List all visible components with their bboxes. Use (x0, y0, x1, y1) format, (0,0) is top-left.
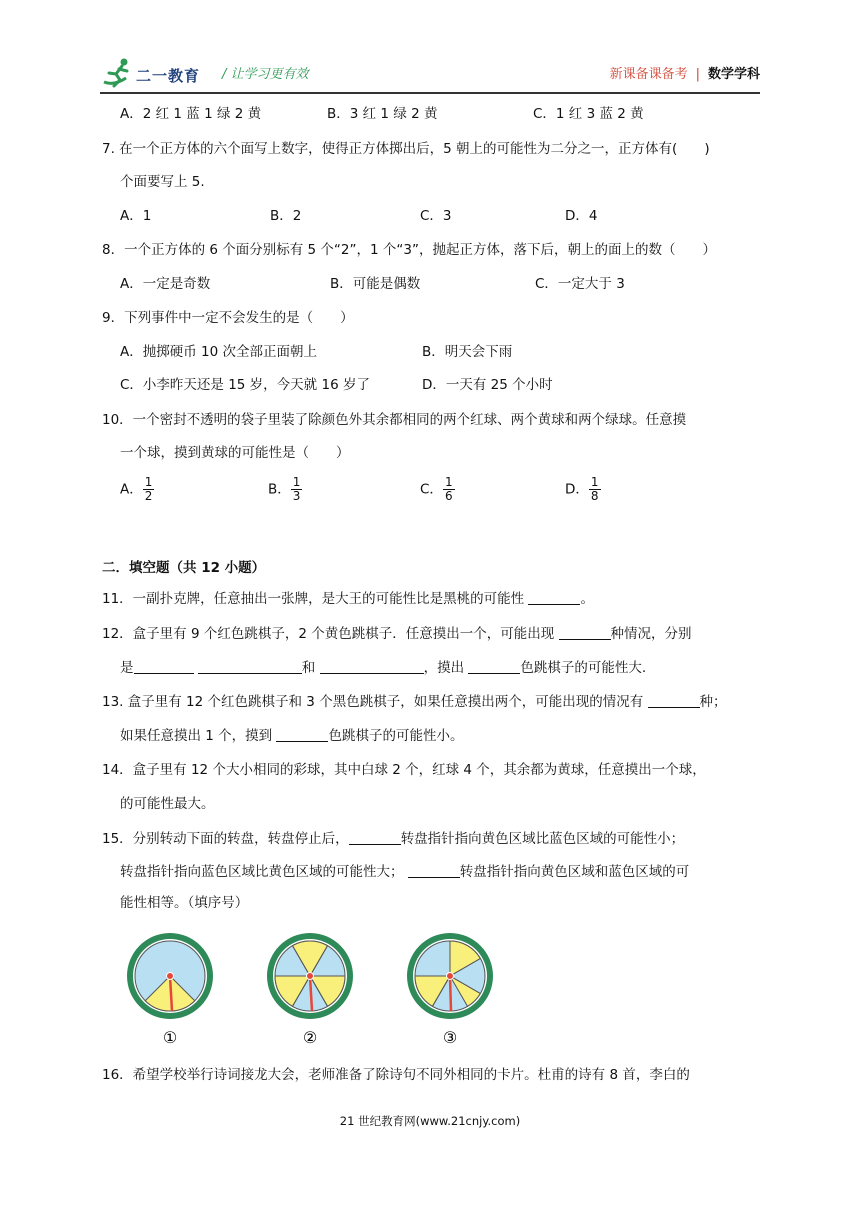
answer-blank (349, 830, 401, 845)
page-header (100, 56, 760, 96)
q7-option-b: B．2 (270, 208, 302, 224)
spinner-1 (127, 933, 213, 1019)
q16-text-line1: 16．希望学校举行诗词接龙大会，老师准备了除诗句不同外相同的卡片。杜甫的诗有 8 首，李白的 (102, 1067, 690, 1083)
fraction (143, 476, 155, 503)
runner-logo-icon (100, 56, 140, 90)
q7-option-d: D．4 (565, 208, 598, 224)
q11-text-b: 。 (580, 591, 594, 607)
q7-text-line1: 7. 在一个正方体的六个面写上数字，使得正方体掷出后，5 朝上的可能性为二分之一，正方体有( ) (102, 141, 710, 157)
q9-option-b: B．明天会下雨 (422, 344, 513, 360)
fraction-denominator: 6 (444, 489, 453, 503)
q12-text-d: 和 (301, 660, 316, 676)
q15-text-line3: 能性相等。（填序号） (120, 895, 249, 911)
header-red-text: 新课备课备考 (609, 67, 688, 82)
q7-option-c: C．3 (420, 208, 452, 224)
answer-blank (198, 659, 302, 674)
answer-blank (134, 659, 194, 674)
slogan-text: 让学习更有效 (230, 67, 309, 82)
q13-text-d: 色跳棋子的可能性小。 (328, 728, 464, 744)
q6-option-b: B．3 红 1 绿 2 黄 (327, 106, 438, 122)
header-separator: | (695, 67, 700, 82)
q13-text-b: 种； (699, 694, 727, 710)
answer-blank (648, 693, 700, 708)
q15-text-c: 转盘指针指向蓝色区域比黄色区域的可能性大； (120, 864, 404, 880)
q10-option-a (120, 476, 154, 503)
q10-text-line1: 10．一个密封不透明的袋子里装了除颜色外其余都相同的两个红球、两个黄球和两个绿球。任意摸 (102, 412, 687, 428)
q13-text-line1 (102, 692, 727, 712)
q15-text-b: 转盘指针指向黄色区域比蓝色区域的可能性小； (400, 831, 685, 847)
spinner-3 (407, 933, 493, 1019)
q15-text-line2 (120, 862, 689, 882)
q10-option-a-label: A． (120, 481, 143, 498)
answer-blank (408, 863, 460, 878)
answer-blank (528, 590, 580, 605)
fraction-numerator: 1 (444, 475, 453, 489)
q10-option-b (268, 476, 302, 503)
q9-option-d: D．一天有 25 个小时 (422, 377, 553, 393)
fraction-denominator: 2 (144, 489, 153, 503)
q12-text-line1 (102, 624, 692, 644)
q12-text-line2 (120, 658, 646, 678)
q8-option-a: A．一定是奇数 (120, 276, 211, 292)
q6-option-c: C．1 红 3 蓝 2 黄 (533, 106, 644, 122)
spinner-label-2: ② (302, 1028, 318, 1047)
q15-text-line1 (102, 829, 684, 849)
section-heading: 二．填空题（共 12 小题） (102, 560, 266, 576)
fraction (443, 476, 455, 503)
q10-option-d-label: D． (565, 481, 589, 498)
q7-option-a: A．1 (120, 208, 152, 224)
q9-option-c: C．小李昨天还是 15 岁，今天就 16 岁了 (120, 377, 370, 393)
q12-text-a: 12．盒子里有 9 个红色跳棋子，2 个黄色跳棋子．任意摸出一个，可能出现 (102, 626, 555, 642)
q11-text (102, 589, 594, 609)
spinner-label-1: ① (162, 1028, 178, 1047)
q10-option-b-label: B． (268, 481, 291, 498)
q10-text-line2: 一个球，摸到黄球的可能性是（ ） (120, 445, 350, 461)
fraction-numerator: 1 (292, 475, 301, 489)
header-rule (100, 92, 760, 94)
q8-option-c: C．一定大于 3 (535, 276, 625, 292)
q9-option-a: A．抛掷硬币 10 次全部正面朝上 (120, 344, 317, 360)
q7-text-line2: 个面要写上 5. (120, 174, 205, 190)
answer-blank (559, 625, 611, 640)
q10-option-c (420, 476, 455, 503)
page-footer: 21 世纪教育网(www.21cnjy.com) (339, 1114, 521, 1128)
q12-text-c: 是 (120, 660, 134, 676)
q9-text-line1: 9．下列事件中一定不会发生的是（ ） (102, 310, 354, 326)
q15-text-a: 15．分别转动下面的转盘，转盘停止后， (102, 831, 349, 847)
q14-text-line2: 的可能性最大。 (120, 796, 215, 812)
logo (100, 56, 210, 90)
q10-option-d (565, 476, 601, 503)
slogan: / 让学习更有效 (222, 67, 309, 82)
answer-blank (276, 727, 328, 742)
q15-text-d: 转盘指针指向黄色区域和蓝色区域的可 (459, 864, 690, 880)
fraction-numerator: 1 (144, 475, 153, 489)
fraction (589, 476, 601, 503)
spinner-label-3: ③ (442, 1028, 458, 1047)
spinner-2 (267, 933, 353, 1019)
spinners-figure (110, 926, 510, 1056)
q13-text-a: 13. 盒子里有 12 个红色跳棋子和 3 个黑色跳棋子，如果任意摸出两个，可能出现的情况有 (102, 694, 644, 710)
answer-blank (320, 659, 424, 674)
header-subject (610, 63, 760, 82)
fraction-denominator: 3 (292, 489, 301, 503)
header-subject-text: 数学学科 (707, 67, 760, 82)
q12-text-b: 种情况，分别 (610, 626, 692, 642)
q13-text-line2 (120, 726, 463, 746)
fraction-numerator: 1 (590, 475, 599, 489)
fraction-denominator: 8 (590, 489, 599, 503)
q10-option-c-label: C． (420, 481, 443, 498)
fraction (291, 476, 303, 503)
q13-text-c: 如果任意摸出 1 个，摸到 (120, 728, 273, 744)
q6-option-a: A．2 红 1 蓝 1 绿 2 黄 (120, 106, 262, 122)
q8-option-b: B．可能是偶数 (330, 276, 421, 292)
q11-text-a: 11．一副扑克牌，任意抽出一张牌，是大王的可能性比是黑桃的可能性 (102, 591, 525, 607)
q8-text-line1: 8．一个正方体的 6 个面分别标有 5 个“2”，1 个“3”，抛起正方体，落下后，朝上的面上的数（ ） (102, 242, 716, 258)
logo-text: 二一教育 (136, 67, 201, 85)
q12-text-e: ，摸出 (423, 660, 465, 676)
q12-text-f: 色跳棋子的可能性大. (520, 660, 647, 676)
q14-text-line1: 14．盒子里有 12 个大小相同的彩球，其中白球 2 个，红球 4 个，其余都为黄球，任意摸出一个球， (102, 762, 706, 778)
answer-blank (468, 659, 520, 674)
